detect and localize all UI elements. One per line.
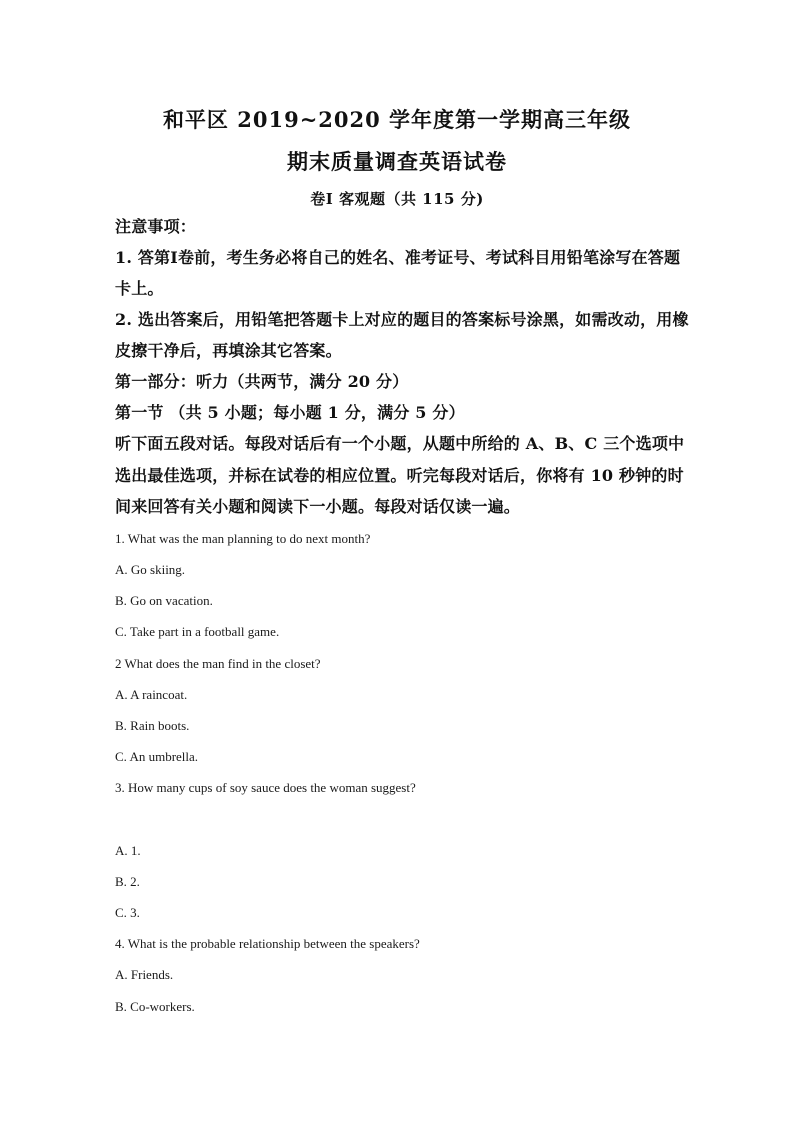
question-2-option-a: A. A raincoat. [115, 687, 188, 702]
question-1-option-a: A. Go skiing. [115, 562, 186, 577]
question-1-option-b: B. Go on vacation. [115, 593, 213, 608]
note-1-line-2: 卡上。 [115, 279, 164, 298]
question-4-option-b: B. Co-workers. [115, 999, 195, 1014]
instruction-line-3: 间来回答有关小题和阅读下一小题。每段对话仅读一遍。 [115, 497, 521, 516]
notes-heading: 注意事项： [115, 217, 197, 236]
question-3-option-c: C. 3. [115, 905, 140, 920]
question-3-option-b: B. 2. [115, 874, 140, 889]
question-3-stem: 3. How many cups of soy sauce does the woman suggest? [115, 780, 416, 795]
question-2-option-b: B. Rain boots. [115, 718, 190, 733]
note-1-line-1: 1. 答第Ⅰ卷前，考生务必将自己的姓名、准考证号、考试科目用铅笔涂写在答题 [115, 248, 681, 267]
exam-title-line1: 和平区 2019~2020 学年度第一学期高三年级 [162, 107, 632, 132]
exam-subtitle: 卷Ⅰ 客观题（共 115 分) [310, 190, 484, 208]
question-1-option-c: C. Take part in a football game. [115, 624, 280, 639]
question-2-stem: 2 What does the man find in the closet? [115, 656, 321, 671]
question-4-stem: 4. What is the probable relationship between the speakers? [115, 936, 420, 951]
question-3-option-a: A. 1. [115, 843, 141, 858]
question-2-option-c: C. An umbrella. [115, 749, 199, 764]
question-1-stem: 1. What was the man planning to do next month? [115, 531, 371, 546]
note-2-line-1: 2. 选出答案后，用铅笔把答题卡上对应的题目的答案标号涂黑，如需改动，用橡 [115, 310, 689, 329]
instruction-line-1: 听下面五段对话。每段对话后有一个小题，从题中所给的 A、B、C 三个选项中 [115, 434, 685, 453]
exam-title-line2: 期末质量调查英语试卷 [287, 149, 507, 174]
instruction-line-2: 选出最佳选项，并标在试卷的相应位置。听完每段对话后，你将有 10 秒钟的时 [115, 466, 684, 485]
part-1-heading: 第一部分：听力（共两节，满分 20 分） [115, 372, 409, 391]
question-4-option-a: A. Friends. [115, 967, 174, 982]
section-1-heading: 第一节 （共 5 小题；每小题 1 分，满分 5 分） [115, 403, 465, 422]
note-2-line-2: 皮擦干净后，再填涂其它答案。 [115, 341, 342, 360]
